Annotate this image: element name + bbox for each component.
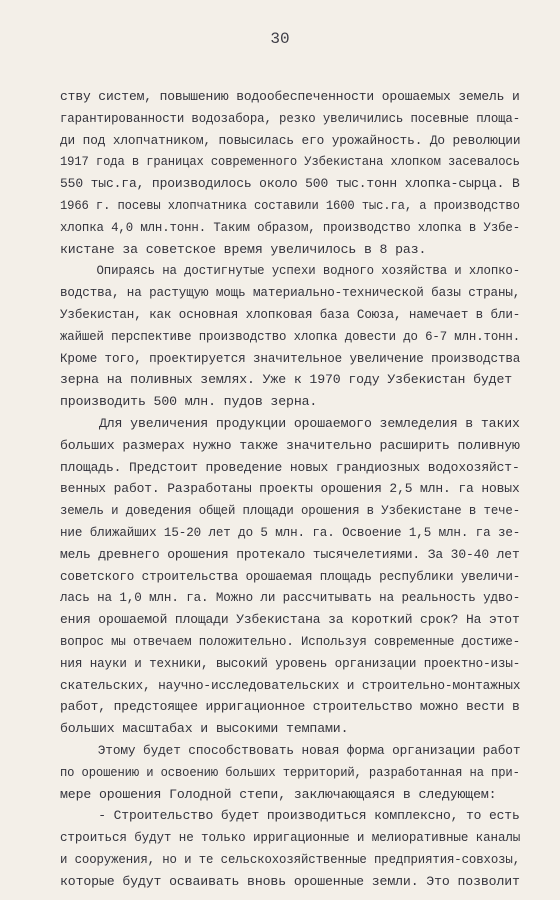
text-line: жайшей перспективе производство хлопка довести до 6-7 млн.тонн.	[60, 328, 521, 344]
text-line: Этому будет способствовать новая форма организации работ	[60, 742, 521, 758]
text-line: ния науки и техники, высокий уровень организации проектно-изы-	[60, 655, 521, 671]
page-number: 30	[270, 30, 290, 48]
text-line: вопрос мы отвечаем положительно. Используя современные достиже-	[60, 633, 521, 649]
text-line: - Строительство будет производиться комплексно, то есть	[60, 808, 520, 824]
text-line: Для увеличения продукции орошаемого земледелия в таких	[60, 415, 520, 431]
text-line: скательских, научно-исследовательских и строительно-монтажных	[60, 677, 521, 693]
text-line: которые будут осваивать вновь орошенные земли. Это позволит	[60, 873, 520, 889]
text-line: хлопка 4,0 млн.тонн. Таким образом, производство хлопка в Узбе-	[60, 219, 521, 235]
text-line: мере орошения Голодной степи, заключающаяся в следующем:	[60, 786, 497, 802]
text-line: работ, предстоящее ирригационное строительство можно вести в	[60, 699, 520, 715]
text-line: площадь. Предстоит проведение новых грандиозных водохозяйст-	[60, 459, 520, 475]
text-line: строиться будут не только ирригационные и мелиоративные каналы	[60, 830, 521, 846]
text-line: гарантированности водозабора, резко увеличились посевные площа-	[60, 110, 521, 126]
text-line: зерна на поливных землях. Уже к 1970 году Узбекистан будет	[60, 372, 513, 388]
text-line: лась на 1,0 млн. га. Можно ли рассчитывать на реальность удво-	[60, 590, 521, 606]
text-line: земель и доведения общей площади орошения в Узбекистане в тече-	[60, 503, 521, 519]
text-line: 550 тыс.га, производилось около 500 тыс.тонн хлопка-сырца. В	[60, 176, 520, 192]
text-line: производить 500 млн. пудов зерна.	[60, 394, 318, 410]
text-line: больших масштабах и высокими темпами.	[60, 721, 349, 737]
document-text-body	[60, 86, 520, 892]
text-line: больших размерах нужно также значительно расширить поливную	[60, 437, 520, 453]
text-line: ди под хлопчатником, повысилась его урожайность. До революции	[60, 132, 521, 148]
text-line: Опираясь на достигнутые успехи водного хозяйства и хлопко-	[60, 263, 521, 279]
text-line: кистане за советское время увеличилось в 8 раз.	[60, 241, 427, 257]
text-line: 1917 года в границах современного Узбекистана хлопком засевалось	[60, 154, 520, 170]
text-line: Кроме того, проектируется значительное увеличение производства	[60, 350, 521, 366]
text-line: ству систем, повышению водообеспеченности орошаемых земель и	[60, 89, 520, 104]
text-line: ние ближайших 15-20 лет до 5 млн. га. Освоение 1,5 млн. га зе-	[60, 524, 521, 540]
text-line: мель древнего орошения протекало тысячелетиями. За 30-40 лет	[60, 546, 520, 562]
text-line: ения орошаемой площади Узбекистана за короткий срок? На этот	[60, 612, 520, 628]
text-line: советского строительства орошаемая площадь республики увеличи-	[60, 568, 521, 584]
text-line: 1966 г. посевы хлопчатника составили 1600 тыс.га, а производство	[60, 197, 520, 213]
text-line: венных работ. Разработаны проекты орошения 2,5 млн. га новых	[60, 481, 520, 497]
text-line: по орошению и освоению больших территорий, разработанная на при-	[60, 764, 520, 780]
text-line: Узбекистан, как основная хлопковая база Союза, намечает в бли-	[60, 306, 521, 322]
text-line: водства, на растущую мощь материально-технической базы страны,	[60, 285, 521, 301]
text-line: и сооружения, но и те сельскохозяйственные предприятия-совхозы,	[60, 851, 521, 867]
